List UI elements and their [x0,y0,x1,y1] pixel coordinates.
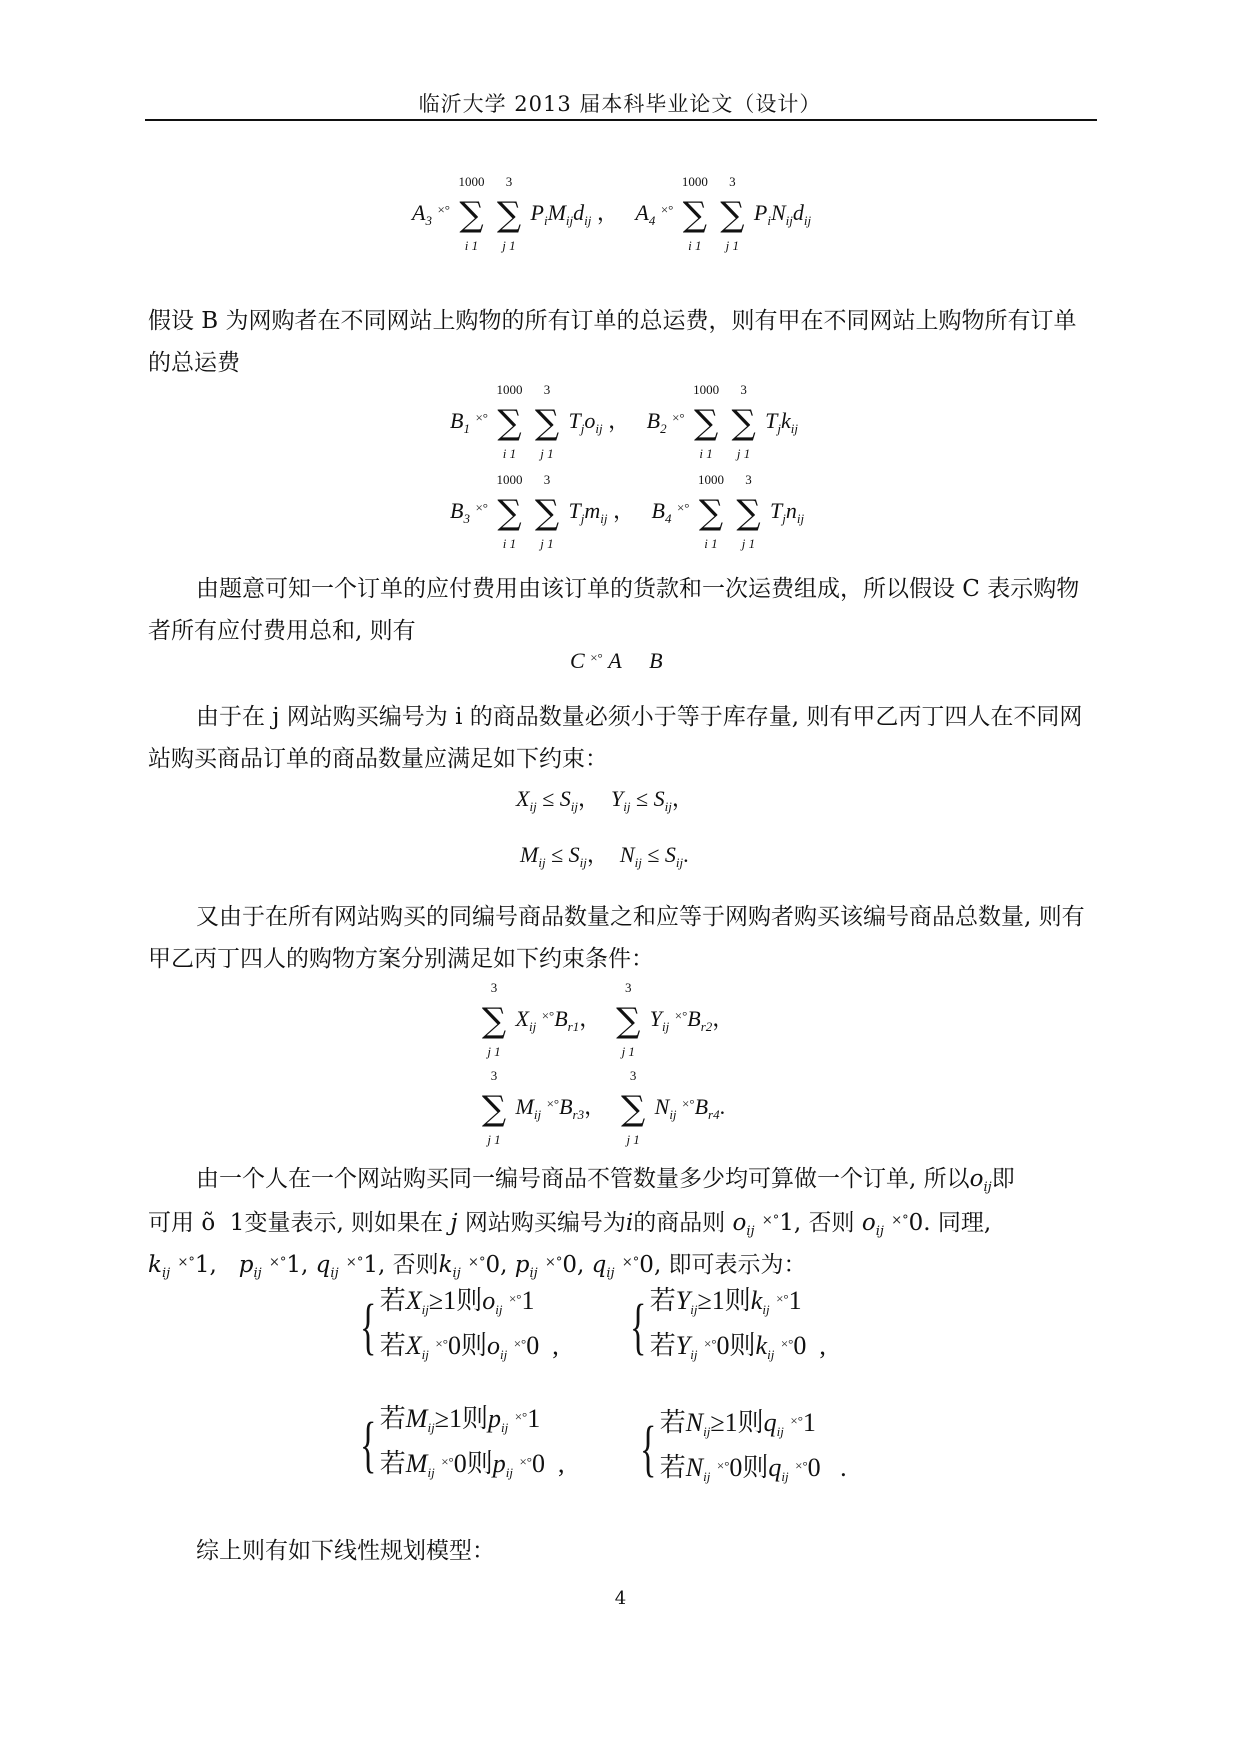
equation-stock-mn: $M_{ij} \le S_{ij}$， $N_{ij} \le S_{ij}$. [520,842,689,870]
paragraph-binary-vars-line3: $k_{ij}$ ×°1, $p_{ij}$ ×°1, $q_{ij}$ ×°1, 否则$k_{ij}$ ×°0, $p_{ij}$ ×°0, $q_{ij}$ ×°0, 即可表示为： [148,1252,807,1281]
equation-sum-xy: 3 ∑ j 1 $X_{ij}$ $^{\times^\circ}B_{r1}$， 3 ∑ j 1 $Y_{ij}$ $^{\times^\circ}B_{r2}$， [481,979,735,1059]
equation-sum-mn: 3 ∑ j 1 $M_{ij}$ $^{\times^\circ}B_{r3}$， 3 ∑ j 1 $N_{ij}$ $^{\times^\circ}B_{r4}$. [481,1067,726,1147]
running-header: 临沂大学 2013 届本科毕业论文（设计） [418,92,822,116]
paragraph-binary-vars: 由一个人在一个网站购买同一编号商品不管数量多少均可算做一个订单, 所以$o_{ij}$即 [196,1166,1015,1195]
paragraph-b-definition: 假设 B 为网购者在不同网站上购物的所有订单的总运费，则有甲在不同网站上购物所有订单的总运费 [148,308,1077,376]
equation-c: C ×° A B [570,648,663,673]
paragraph-stock-constraint: 由于在 j 网站购买编号为 i 的商品数量必须小于等于库存量, 则有甲乙丙丁四人在不同网站购买商品订单的商品数量应满足如下约束： [148,704,1083,772]
equation-b3-b4: $B_3$ ×° 1000 ∑ i 1 3 ∑ j 1 $T_jm_{ij}$ ， $B_4$ ×° 1000 ∑ i 1 3 ∑ j 1 $T_jn_{ij}$ [450,471,805,551]
equation-stock-xy: $X_{ij} \le S_{ij}$， $Y_{ij} \le S_{ij}$， [516,786,694,814]
cases-p: { 若$M_{ij}\ge 1$则$p_{ij}$ ×°1 若$M_{ij}$ ×°0则$p_{ij}$ ×°0 , [360,1404,565,1480]
cases-o: { 若$X_{ij}\ge 1$则$o_{ij}$ ×°1 若$X_{ij}$ ×°0则$o_{ij}$ ×°0 , [360,1286,559,1362]
header-rule [145,119,1097,121]
page-number: 4 [614,1588,627,1609]
paragraph-total-constraint: 又由于在所有网站购买的同编号商品数量之和应等于网购者购买该编号商品总数量, 则有甲乙丙丁四人的购物方案分别满足如下约束条件： [148,904,1085,972]
paragraph-binary-vars-line2: 可用 õ 1变量表示, 则如果在 j 网站购买编号为i的商品则 $o_{ij}$ ×°1, 否则 $o_{ij}$ ×°0. 同理, [148,1210,992,1239]
cases-q: { 若$N_{ij}\ge 1$则$q_{ij}$ ×°1 若$N_{ij}$ ×°0则$q_{ij}$ ×°0 . [640,1408,847,1484]
equation-a3-a4: $A_3$ ×° 1000 ∑ i 1 3 ∑ j 1 $P_iM_{ij}d_{ij}$ ， $A_4$ ×° 1000 ∑ i 1 3 ∑ j 1 $P_iN_{ij}d_{ij}$ [412,173,812,253]
equation-b1-b2: $B_1$ ×° 1000 ∑ i 1 3 ∑ j 1 $T_jo_{ij}$ ， $B_2$ ×° 1000 ∑ i 1 3 ∑ j 1 $T_jk_{ij}$ [450,381,798,461]
cases-k: { 若$Y_{ij}\ge 1$则$k_{ij}$ ×°1 若$Y_{ij}$ ×°0则$k_{ij}$ ×°0 , [630,1286,826,1362]
paragraph-c-definition: 由题意可知一个订单的应付费用由该订单的货款和一次运费组成，所以假设 C 表示购物者所有应付费用总和, 则有 [148,576,1080,644]
paragraph-lp-model-intro: 综上则有如下线性规划模型： [196,1538,495,1564]
